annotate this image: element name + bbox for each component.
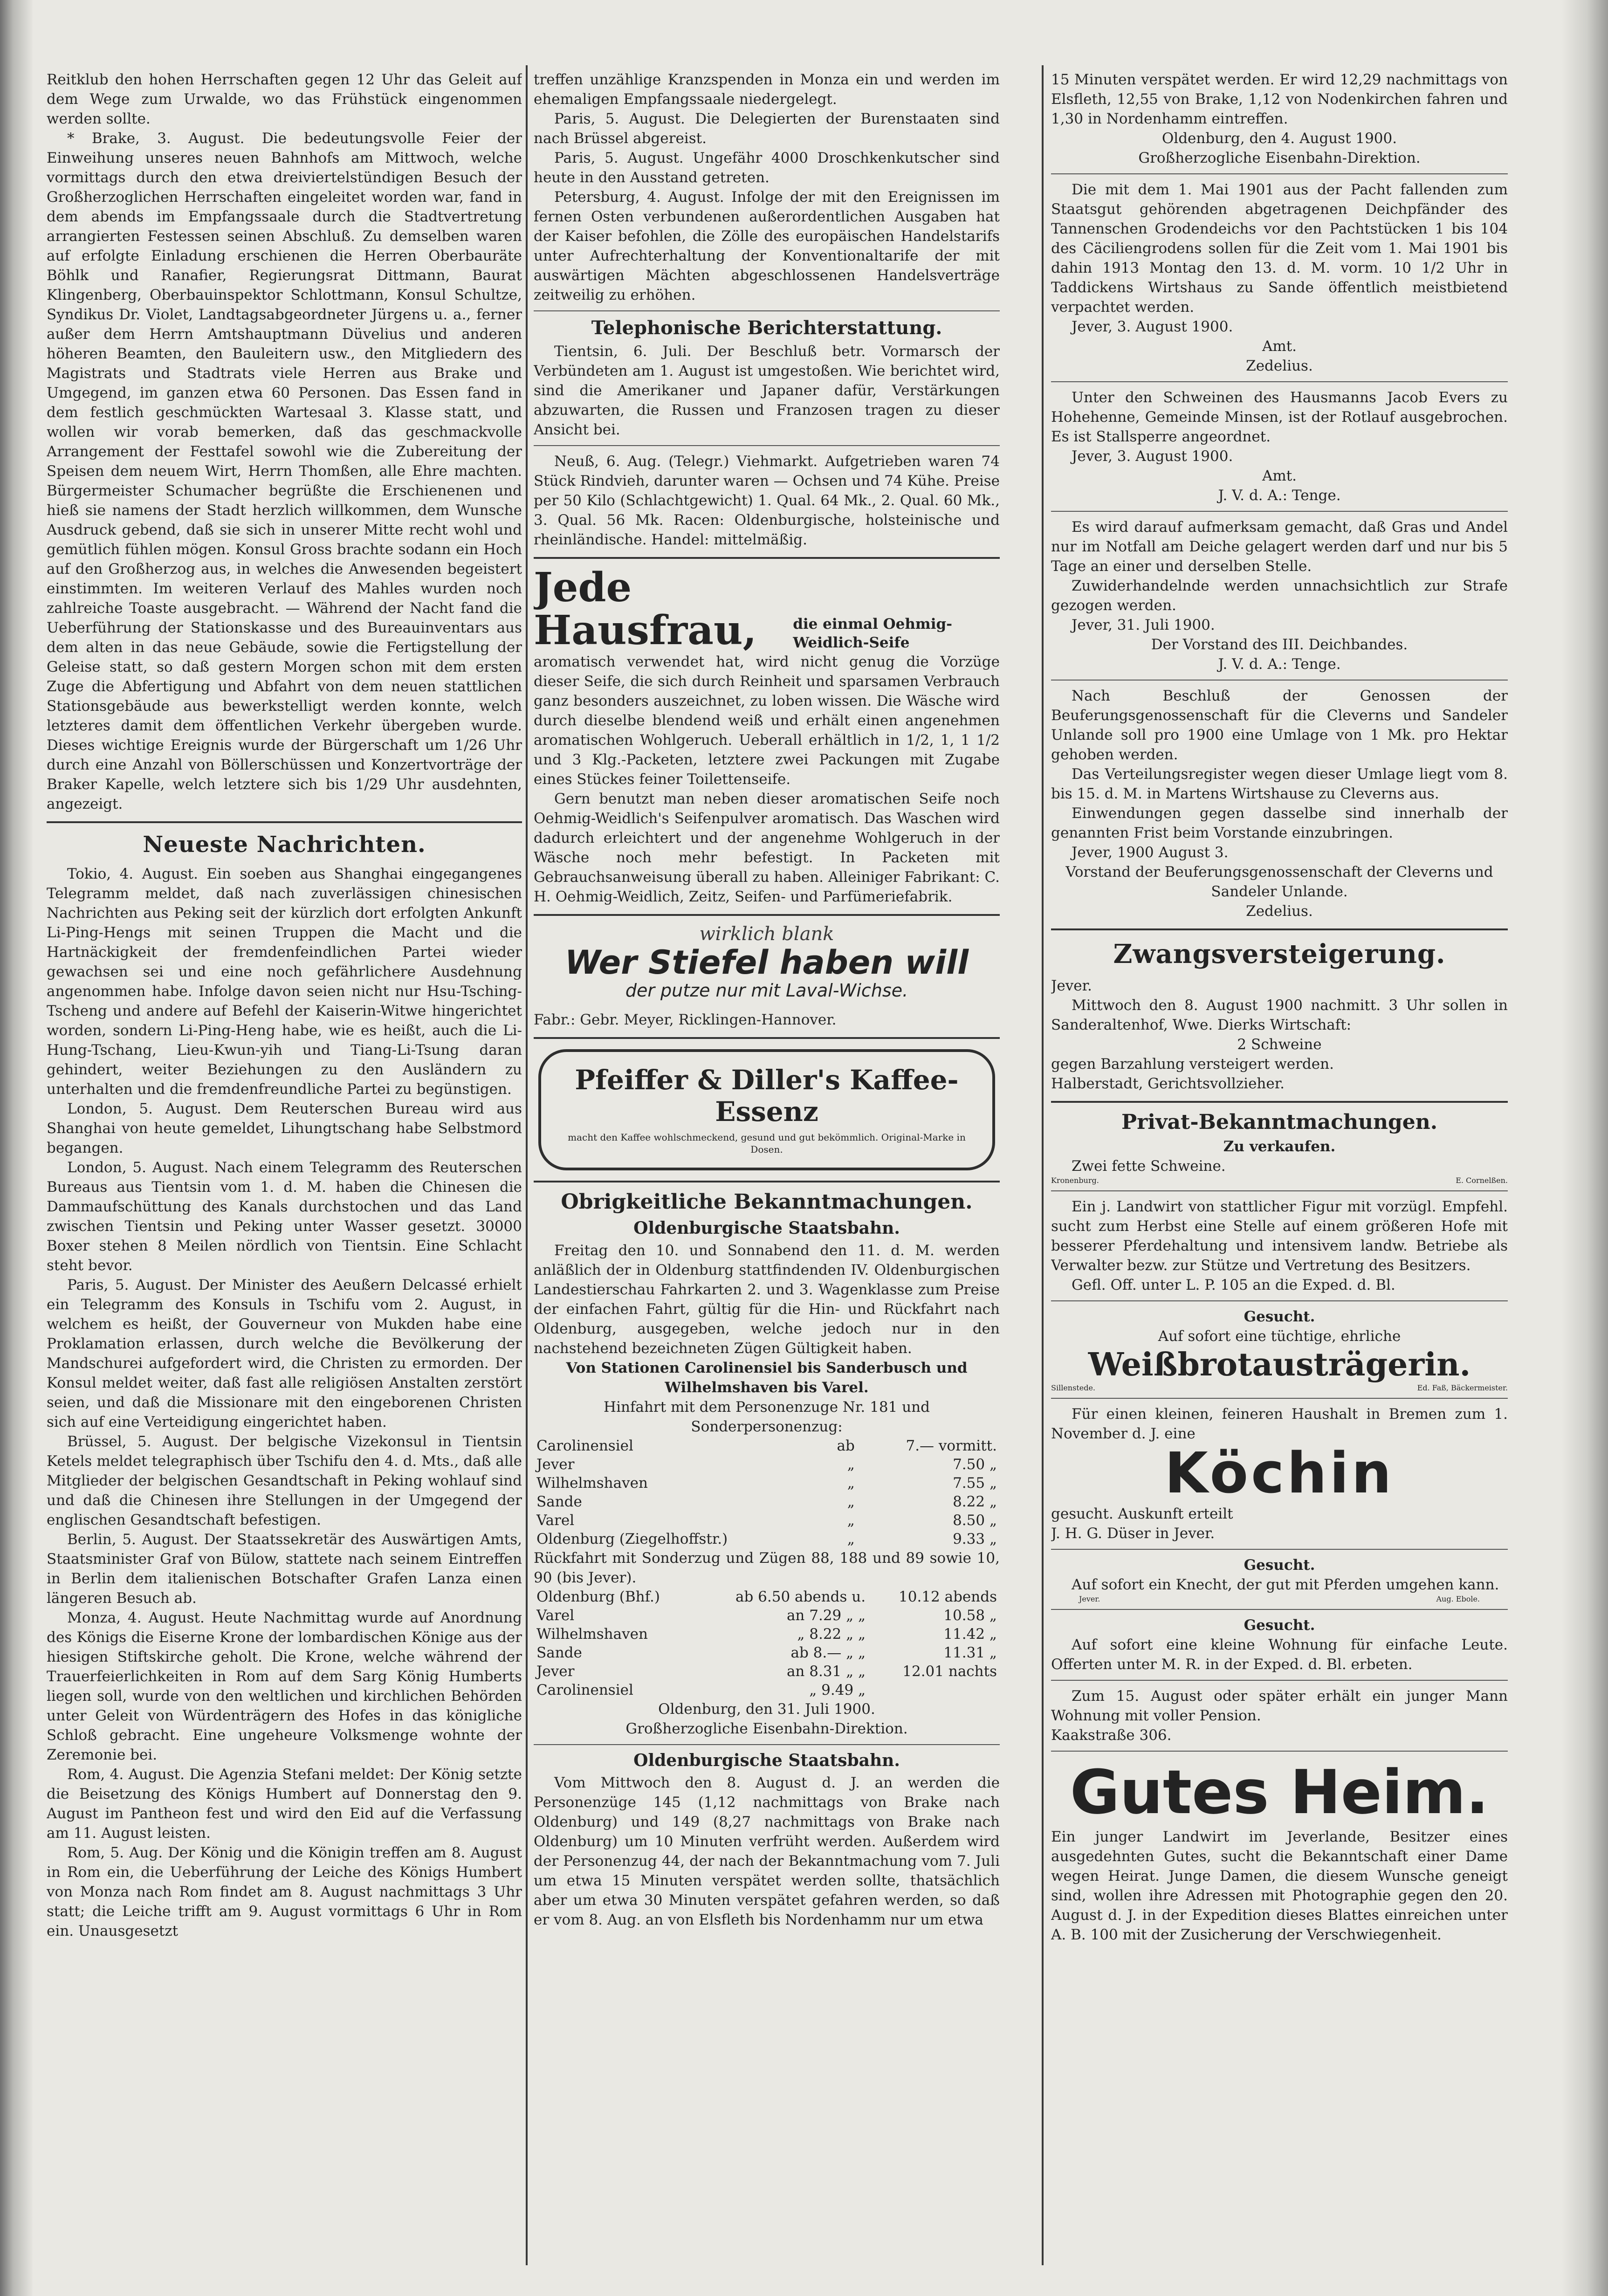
news-item: Tientsin, 6. Juli. Der Beschluß betr. Vormarsch der Verbündeten am 1. August ist umgestoßen. Wie berichtet wird, sind die Amerikaner und Japaner dafür, Verstärkungen abzuwarten, die Russen und Franzosen tragen zu dieser Ansicht bei.: [534, 343, 1000, 438]
ad-place: Jever.: [1079, 1595, 1100, 1603]
page-edge: [1561, 0, 1608, 2296]
notice-signature: Zedelius.: [1246, 357, 1313, 374]
notice-text: Das Verteilungsregister wegen dieser Umlage liegt vom 8. bis 15. d. M. in Martens Wirtshause zu Cleverns aus.: [1051, 766, 1508, 802]
section-heading-official: Obrigkeitliche Bekanntmachungen.: [561, 1190, 973, 1214]
timetable-time: „: [847, 1493, 855, 1510]
timetable-row: [534, 1588, 1000, 1606]
divider: [1051, 1549, 1508, 1550]
divider: [534, 914, 1000, 916]
divider: [1051, 680, 1508, 681]
timetable-row: [534, 1530, 1000, 1548]
column-2: [534, 70, 1000, 2261]
notice-text: 15 Minuten verspätet werden. Er wird 12,29 nachmittags von Elsfleth, 12,55 von Brake, 1,12 von Nodenkirchen fahren und 1,30 in Nordenhamm eintreffen.: [1051, 71, 1508, 127]
notice-heading: Oldenburgische Staatsbahn.: [633, 1751, 900, 1770]
timetable-time: 10.58 „: [943, 1607, 997, 1624]
ad-heading: Gesucht.: [1244, 1557, 1315, 1574]
auction-text: gegen Barzahlung versteigert werden.: [1051, 1056, 1334, 1072]
article-text: Reitklub den hohen Herrschaften gegen 12 Uhr das Geleit auf dem Wege zum Urwalde, wo das Frühstück eingenommen werden sollte.: [47, 71, 522, 127]
timetable-time: „: [847, 1456, 855, 1473]
article-brake: * Brake, 3. August. Die bedeutungsvolle Feier der Einweihung unseres neuen Bahnhofs am Mittwoch, welche vormittags durch den etwa dreiviertelstündigen Besuch der Großherzoglichen Herrschaften eingeleitet worden war, fand in dem abends im Empfangssaale durch die Stadtvertretung arrangierten Festessen seinen Abschluß. Zu demselben waren auf erfolgte Einladung erschienen die Herren Oberbauräte Böhlk und Ranafier, Regierungsrat Dittmann, Baurat Klingenberg, Oberbauinspektor Schlottmann, Konsul Schultze, Syndikus Dr. Violet, Landtagsabgeordneter Jürgens u. a., ferner außer dem Herrn Amtshauptmann Düvelius und anderen höheren Beamten, den Bauleitern usw., den Mitgliedern des Magistrats und Stadtrats viele Herren aus Brake und Umgegend, im ganzen etwa 60 Personen. Das Essen fand in dem festlich geschmückten Wartesaal 3. Klasse statt, und wollen wir vorab bemerken, daß das geschmackvolle Arrangement der Festtafel sowohl wie die Zubereitung der Speisen dem neuem Wirt, Herrn Thomßen, alle Ehre machten. Bürgermeister Schumacher begrüßte die Erschienenen und hieß sie namens der Stadt herzlich willkommen, dem Wunsche Ausdruck gebend, daß sie sich in unserer Mitte recht wohl und gemütlich fühlen mögen. Konsul Gross brachte sodann ein Hoch auf den Großherzog aus, in welches die Anwesenden begeistert einstimmten. Im weiteren Verlauf des Mahles wurden noch zahlreiche Toaste ausgebracht. — Während der Nacht fand die Ueberführung der Stationskasse und des Bureauinventars aus dem alten in das neue Gebäude, sowie die Fertigstellung der Geleise statt, so daß gestern Morgen schon mit dem ersten Zuge die Abfertigung und Abfahrt von dem neuen stattlichen Stationsgebäude aus bewerkstelligt werden konnte, welch letzteres damit dem öffentlichen Verkehr übergeben wurde. Dieses wichtige Ereignis wurde der Bürgerschaft um 1/26 Uhr durch eine Anzahl von Böllerschüssen und Konzertvorträge der Braker Kapelle, welch letztere sich bis 1/29 Uhr ausdehnten, angezeigt.: [47, 130, 522, 812]
notice-office: Amt.: [1262, 338, 1297, 355]
auction-place: Jever.: [1051, 977, 1092, 994]
timetable-time: 10.12 abends: [899, 1588, 997, 1605]
divider: [1051, 1101, 1508, 1103]
timetable-time: 8.50 „: [953, 1512, 997, 1529]
ad-heading: Gesucht.: [1244, 1308, 1315, 1325]
ad-text: Gern benutzt man neben dieser aromatischen Seife noch Oehmig-Weidlich's Seifenpulver aromatisch. Das Waschen wird dadurch erleichtert und der angenehme Wohlgeruch in der Wäsche noch mehr befestigt. In Packeten mit Gebrauchsanweisung überall zu haben. Alleiniger Fabrikant: C. H. Oehmig-Weidlich, Zeitz, Seifen- und Parfümeriefabrik.: [534, 791, 1000, 905]
ad-headline-big: Gutes Heim.: [1070, 1757, 1489, 1828]
ad-headline-big: Köchin: [1164, 1441, 1395, 1506]
divider: [1051, 381, 1508, 382]
news-item: Paris, 5. August. Ungefähr 4000 Droschkenkutscher sind heute in den Ausstand getreten.: [534, 150, 1000, 186]
divider: [1051, 1300, 1508, 1301]
ad-footer: [1051, 1176, 1508, 1185]
notice-heading: Oldenburgische Staatsbahn.: [633, 1218, 900, 1238]
notice-signature: Zedelius.: [1246, 903, 1313, 920]
timetable-row: [534, 1606, 1000, 1625]
timetable-row: [534, 1681, 1000, 1699]
ad-contact: Gefl. Off. unter L. P. 105 an die Exped. d. Bl.: [1072, 1277, 1395, 1293]
ad-text: gesucht. Auskunft erteilt: [1051, 1505, 1233, 1522]
notice-date: Oldenburg, den 4. August 1900.: [1161, 130, 1397, 147]
section-heading-telephone: Telephonische Berichterstattung.: [591, 317, 942, 339]
section-heading-news: Neueste Nachrichten.: [143, 832, 426, 858]
timetable-station: Oldenburg (Bhf.): [536, 1588, 660, 1605]
timetable-station: Varel: [536, 1607, 575, 1624]
news-item: Paris, 5. August. Die Delegierten der Burenstaaten sind nach Brüssel abgereist.: [534, 110, 1000, 147]
divider: [1051, 173, 1508, 174]
timetable-time: [868, 1681, 1000, 1699]
auction-signature: Halberstadt, Gerichtsvollzieher.: [1051, 1075, 1285, 1092]
ad-name: E. Cornelßen.: [1456, 1176, 1508, 1185]
timetable-time: 8.22 „: [953, 1493, 997, 1510]
ad-subline: der putze nur mit Laval-Wichse.: [625, 980, 908, 1001]
notice-text: Vom Mittwoch den 8. August d. J. an werden die Personenzüge 145 (1,12 nachmittags von Brake nach Oldenburg) und 149 (8,27 nachmittags von Brake nach Oldenburg) um 10 Minuten verfrüht werden. Außerdem wird der Personenzug 44, der nach der Bekanntmachung vom 7. Juli um etwa 15 Minuten verspätet werden sollte, thatsächlich aber um etwa 30 Minuten verspätet gefahren werden, so daß er vom 8. Aug. an von Elsfleth bis Nordenhamm nur um etwa: [534, 1774, 1000, 1928]
notice-office: Amt.: [1262, 467, 1297, 484]
news-item: Petersburg, 4. August. Infolge der mit den Ereignissen im fernen Osten verbundenen außerordentlichen Ausgaben hat der Kaiser befohlen, die Zölle des europäischen Handelstarifs unter Aufrechterhaltung der Konventionaltarife der mit auswärtigen Mächten abgeschlossenen Handelsverträge zeitweilig zu erhöhen.: [534, 189, 1000, 303]
news-item: Rom, 4. August. Die Agenzia Stefani meldet: Der König setzte die Beisetzung des Königs Humbert auf Donnerstag den 9. August im Pantheon fest und wird den Eid auf die Verfassung am 11. August leisten.: [47, 1766, 522, 1842]
timetable-station: Wilhelmshaven: [536, 1626, 648, 1643]
ad-text: Zum 15. August oder später erhält ein junger Mann Wohnung mit voller Pension.: [1051, 1688, 1508, 1724]
divider: [534, 557, 1000, 559]
notice-date: Jever, 31. Juli 1900.: [1072, 617, 1215, 633]
notice-signature: Großherzogliche Eisenbahn-Direktion.: [625, 1720, 908, 1737]
ad-heading: Zu verkaufen.: [1223, 1138, 1336, 1155]
divider: [1051, 928, 1508, 930]
timetable-station: Jever: [536, 1663, 575, 1680]
timetable-station: Varel: [536, 1512, 575, 1529]
timetable-station: Sande: [536, 1493, 582, 1510]
timetable-time: 7.55 „: [953, 1475, 997, 1492]
timetable-station: Jever: [536, 1456, 575, 1473]
divider: [1051, 1751, 1508, 1752]
auction-text: Mittwoch den 8. August 1900 nachmitt. 3 Uhr sollen in Sanderaltenhof, Wwe. Dierks Wirtschaft:: [1051, 997, 1508, 1033]
timetable-time: an 8.31 „ „: [786, 1663, 866, 1680]
ad-footer: [1051, 1595, 1508, 1603]
timetable-row: [534, 1643, 1000, 1662]
divider: [534, 310, 1000, 311]
news-item: Monza, 4. August. Heute Nachmittag wurde auf Anordnung des Königs die Eiserne Krone der lombardischen Könige aus der hiesigen Stiftskirche geholt. Die Krone, welche während der Trauerfeierlichkeiten in Rom auf dem Sarg König Humberts liegen soll, wurde von den weltlichen und kirchlichen Behörden unter Geleit von Würdenträgern des Hofes in das königliche Schloß gebracht. Eine ungeheure Volksmenge wohnte der Zeremonie bei.: [47, 1609, 522, 1763]
timetable-time: ab 6.50 abends u.: [735, 1588, 866, 1605]
news-item: Rom, 5. Aug. Der König und die Königin treffen am 8. August in Rom ein, die Ueberführung der Leiche des Königs Humbert von Monza nach Rom findet am 8. August nachmittags 3 Uhr statt; die Leiche trifft am 9. August vormittags 6 Uhr in Rom ein. Unausgesetzt: [47, 1844, 522, 1939]
timetable-return: [534, 1588, 1000, 1699]
divider: [534, 1744, 1000, 1745]
ad-logo: Pfeiffer & Diller's Kaffee-Essenz: [575, 1064, 959, 1127]
divider: [1051, 1609, 1508, 1610]
timetable-time: 11.42 „: [943, 1626, 997, 1643]
timetable-time: „: [847, 1512, 855, 1529]
notice-text: Rückfahrt mit Sonderzug und Zügen 88, 188 und 89 sowie 10, 90 (bis Jever).: [534, 1550, 1000, 1586]
notice-text: Es wird darauf aufmerksam gemacht, daß Gras und Andel nur im Notfall am Deiche gelagert werden darf und nur bis 5 Tage an einer und derselben Stelle.: [1051, 519, 1508, 575]
ad-footer: [1051, 1383, 1508, 1392]
notice-text: Freitag den 10. und Sonnabend den 11. d. M. werden anläßlich der in Oldenburg stattfindenden IV. Oldenburgischen Landestierschau Fahrkarten 2. und 3. Wagenklasse zum Preise der einfachen Fahrt, gültig für die Hin- und Rückfahrt nach Oldenburg, ausgegeben, welche jedoch nur in den nachstehend bezeichneten Zügen Gültigkeit haben.: [534, 1242, 1000, 1357]
ad-text: Ein junger Landwirt im Jeverlande, Besitzer eines ausgedehnten Gutes, sucht die Bekanntschaft einer Dame wegen Heirat. Junge Damen, die diesem Wunsche geneigt sind, wollen ihre Adressen mit Photographie gegen den 20. August d. J. in der Expedition dieses Blattes einreichen unter A. B. 100 mit der Zusicherung der Verschwiegenheit.: [1051, 1829, 1508, 1943]
divider: [47, 821, 522, 823]
section-heading-private: Privat-Bekanntmachungen.: [1121, 1110, 1438, 1134]
notice-text: Nach Beschluß der Genossen der Beuferungsgenossenschaft für die Cleverns und Sandeler Unlande soll pro 1900 eine Umlage von 1 Mk. pro Hektar gehoben werden.: [1051, 687, 1508, 763]
column-3: [1051, 70, 1508, 2261]
auction-item: 2 Schweine: [1237, 1036, 1322, 1053]
timetable-time: 7.— vormitt.: [906, 1437, 997, 1454]
timetable-time: „: [847, 1475, 855, 1492]
notice-date: Oldenburg, den 31. Juli 1900.: [658, 1701, 875, 1718]
divider: [1051, 511, 1508, 512]
ad-name: J. H. G. Düser in Jever.: [1051, 1525, 1215, 1542]
ad-text: aromatisch verwendet hat, wird nicht genug die Vorzüge dieser Seife, die sich durch Reinheit und sparsamen Verbrauch ganz besonders auszeichnet, zu loben wissen. Die Wäsche wird durch dieselbe blendend weiß und erhält einen angenehmen aromatischen Wohlgeruch. Ueberall erhältlich in 1/2, 1, 1 1/2 und 3 Klg.-Packeten, letztere zwei Packungen mit Zugabe eines Stückes feiner Toilettenseife.: [534, 653, 1000, 788]
timetable-station: Wilhelmshaven: [536, 1475, 648, 1492]
timetable-station: Sande: [536, 1644, 582, 1661]
column-divider: [526, 65, 528, 2265]
timetable-station: Carolinensiel: [536, 1437, 633, 1454]
ad-heading: Gesucht.: [1244, 1617, 1315, 1634]
timetable-row: [534, 1474, 1000, 1492]
timetable-station: Oldenburg (Ziegelhoffstr.): [536, 1531, 728, 1547]
divider: [1051, 1190, 1508, 1191]
news-item: Tokio, 4. August. Ein soeben aus Shanghai eingegangenes Telegramm meldet, daß nach zuverlässigen chinesischen Nachrichten aus Peking seit der kürzlich dort erfolgten Ankunft Li-Ping-Hengs mit seinen Truppen die Macht und die Hartnäckigkeit der fremdenfeindlichen Partei wieder gewachsen sei und eine noch gefährlichere Ausdehnung angenommen habe. Infolge davon seien nicht nur Hsu-Tsching-Tscheng und andere auf Befehl der Kaiserin-Witwe hingerichtet worden, sondern Li-Ping-Heng habe, wie es heißt, auch die Li-Hung-Tschang, Lieu-Kwun-yih und Tiang-Li-Tsung daran gehindert, weiter Beziehungen zu den Ausländern zu unterhalten und die fremdenfreundliche Partei zu begünstigen.: [47, 866, 522, 1098]
timetable-time: „: [847, 1531, 855, 1547]
timetable-time: ab: [837, 1437, 855, 1454]
page-gutter-shadow: [0, 0, 33, 2296]
timetable-time: ab 8.— „ „: [790, 1644, 866, 1661]
notice-signature: J. V. d. A.: Tenge.: [1218, 656, 1341, 673]
timetable-row: [534, 1625, 1000, 1643]
notice-text: Unter den Schweinen des Hausmanns Jacob Evers zu Hohehenne, Gemeinde Minsen, ist der Rotlauf ausgebrochen. Es ist Stallsperre angeordnet.: [1051, 389, 1508, 445]
ad-place: Sillenstede.: [1051, 1383, 1095, 1392]
timetable-time: 12.01 nachts: [902, 1663, 997, 1680]
notice-signature: J. V. d. A.: Tenge.: [1218, 487, 1341, 504]
timetable-row: [534, 1511, 1000, 1530]
timetable-row: [534, 1455, 1000, 1474]
ad-text: Zwei fette Schweine.: [1072, 1158, 1226, 1175]
notice-text: Einwendungen gegen dasselbe sind innerhalb der genannten Frist beim Vorstande einzubringen.: [1051, 805, 1508, 841]
notice-signature: Der Vorstand des III. Deichbandes.: [1151, 636, 1408, 653]
ad-maker: Fabr.: Gebr. Meyer, Ricklingen-Hannover.: [534, 1011, 837, 1028]
timetable-row: [534, 1437, 1000, 1455]
ad-text: Auf sofort eine kleine Wohnung für einfache Leute. Offerten unter M. R. in der Exped. d. Bl. erbeten.: [1051, 1636, 1508, 1673]
notice-signature: Vorstand der Beuferungsgenossenschaft der Cleverns und Sandeler Unlande.: [1065, 864, 1493, 900]
ad-text: Auf sofort eine tüchtige, ehrliche: [1158, 1328, 1401, 1345]
ad-address: Kaakstraße 306.: [1051, 1727, 1172, 1744]
divider: [1051, 1398, 1508, 1399]
news-item: London, 5. August. Dem Reuterschen Bureau wird aus Shanghai von heute gemeldet, Lihungtschang habe Selbstmord begangen.: [47, 1100, 522, 1156]
ad-headline-big: Weißbrotausträgerin.: [1088, 1346, 1471, 1383]
timetable-time: 9.33 „: [953, 1531, 997, 1547]
ad-script-line: wirklich blank: [699, 923, 834, 945]
notice-date: Jever, 3. August 1900.: [1072, 448, 1233, 465]
timetable-time: „ 8.22 „ „: [797, 1626, 866, 1643]
ad-name: Aug. Ebole.: [1436, 1595, 1480, 1603]
ad-text: Auf sofort ein Knecht, der gut mit Pferden umgehen kann.: [1072, 1576, 1499, 1593]
ad-place: Kronenburg.: [1051, 1176, 1099, 1185]
news-item: Brüssel, 5. August. Der belgische Vizekonsul in Tientsin Ketels meldet telegraphisch über Tschifu den 4. d. Mts., daß alle Mitglieder der belgischen Gesandtschaft in Peking wohlauf sind und daß die Chinesen ihre Stellungen in der Umgegend der englischen Gesandtschaft befestigen.: [47, 1433, 522, 1528]
timetable-row: [534, 1492, 1000, 1511]
ad-headline: Jede Hausfrau,: [534, 564, 757, 654]
timetable-outbound: [534, 1437, 1000, 1548]
timetable-time: an 7.29 „ „: [786, 1607, 866, 1624]
timetable-time: 7.50 „: [953, 1456, 997, 1473]
timetable-row: [534, 1662, 1000, 1681]
ad-name: Ed. Faß, Bäckermeister.: [1417, 1383, 1508, 1392]
notice-date: Jever, 1900 August 3.: [1072, 844, 1229, 861]
article-text: treffen unzählige Kranzspenden in Monza ein und werden im ehemaligen Empfangssaale niedergelegt.: [534, 71, 1000, 108]
ad-text: Ein j. Landwirt von stattlicher Figur mit vorzügl. Empfehl. sucht zum Herbst eine Stelle auf einem größeren Hofe mit besserer Pferdehaltung und intensivem landw. Betriebe als Verwalter bezw. zur Stütze und Vertretung des Besitzers.: [1051, 1198, 1508, 1274]
divider: [534, 1181, 1000, 1182]
news-item: Berlin, 5. August. Der Staatssekretär des Auswärtigen Amts, Staatsminister Graf von Bülow, stattete nach seinem Eintreffen in Berlin dem italienischen Botschafter Grafen Lanza einen längeren Besuch ab.: [47, 1531, 522, 1607]
divider: [534, 445, 1000, 446]
market-report: Neuß, 6. Aug. (Telegr.) Viehmarkt. Aufgetrieben waren 74 Stück Rindvieh, darunter waren — Ochsen und 74 Kühe. Preise per 50 Kilo (Schlachtgewicht) 1. Qual. 64 Mk., 2. Qual. 60 Mk., 3. Qual. 56 Mk. Racen: Oldenburgische, holsteinische und rheinländische. Handel: mittelmäßig.: [534, 453, 1000, 548]
timetable-station: Carolinensiel: [536, 1682, 633, 1698]
notice-text: Hinfahrt mit dem Personenzuge Nr. 181 und Sonderpersonenzug:: [604, 1399, 930, 1435]
ad-laval-wichse: [534, 923, 1000, 1030]
timetable-time: 11.31 „: [943, 1644, 997, 1661]
ad-text: Für einen kleinen, feineren Haushalt in Bremen zum 1. November d. J. eine: [1051, 1406, 1508, 1442]
notice-subheading: Von Stationen Carolinensiel bis Sanderbusch und Wilhelmshaven bis Varel.: [566, 1360, 968, 1396]
divider: [534, 1037, 1000, 1039]
ad-oehmig-weidlich: [534, 566, 1000, 907]
notice-date: Jever, 3. August 1900.: [1072, 318, 1233, 335]
column-1: [47, 70, 522, 2261]
ad-side-text: die einmal Oehmig-Weidlich-Seife: [793, 616, 953, 651]
divider: [1051, 1680, 1508, 1681]
ad-small-print: macht den Kaffee wohlschmeckend, gesund und gut bekömmlich. Original-Marke in Dosen.: [568, 1132, 966, 1155]
ad-headline: Wer Stiefel haben will: [564, 943, 969, 982]
notice-text: Die mit dem 1. Mai 1901 aus der Pacht fallenden zum Staatsgut gehörenden abgetragenen Deichpfänder des Tannenschen Grodendeichs vor den Pachtstücken 1 bis 104 des Cäciliengrodens sollen für die Zeit vom 1. Mai 1901 bis dahin 1913 Montag den 13. d. M. vorm. 10 1/2 Uhr in Taddickens Wirtshaus zu Sande öffentlich meistbietend verpachtet werden.: [1051, 181, 1508, 316]
timetable-time: „ 9.49 „: [809, 1682, 866, 1698]
news-item: Paris, 5. August. Der Minister des Aeußern Delcassé erhielt ein Telegramm des Konsuls in Tschifu vom 2. August, in welchem es heißt, der Gouverneur von Mukden habe eine Proklamation erlassen, durch welche die Bevölkerung der Mandschurei aufgefordert wird, die Christen zu ermorden. Der Konsul meldet weiter, daß fast alle religiösen Anstalten zerstört seien, und daß die Missionare mit den eingeborenen Christen sich auf eine Verteidigung eingerichtet haben.: [47, 1277, 522, 1430]
notice-text: Zuwiderhandelnde werden unnachsichtlich zur Strafe gezogen werden.: [1051, 577, 1508, 614]
news-item: London, 5. August. Nach einem Telegramm des Reuterschen Bureaus aus Tientsin vom 1. d. M. haben die Chinesen die Dammaufschüttung des Kanals durchstochen und das Land zwischen Tientsin und Peking unter Wasser gesetzt. 30000 Boxer stehen 8 Meilen nördlich von Tientsin. Eine Schlacht steht bevor.: [47, 1159, 522, 1274]
section-heading-auction: Zwangsversteigerung.: [1113, 939, 1446, 969]
column-divider: [1042, 65, 1044, 2265]
notice-signature: Großherzogliche Eisenbahn-Direktion.: [1138, 150, 1421, 166]
ad-pfeiffer-diller: [538, 1049, 995, 1170]
